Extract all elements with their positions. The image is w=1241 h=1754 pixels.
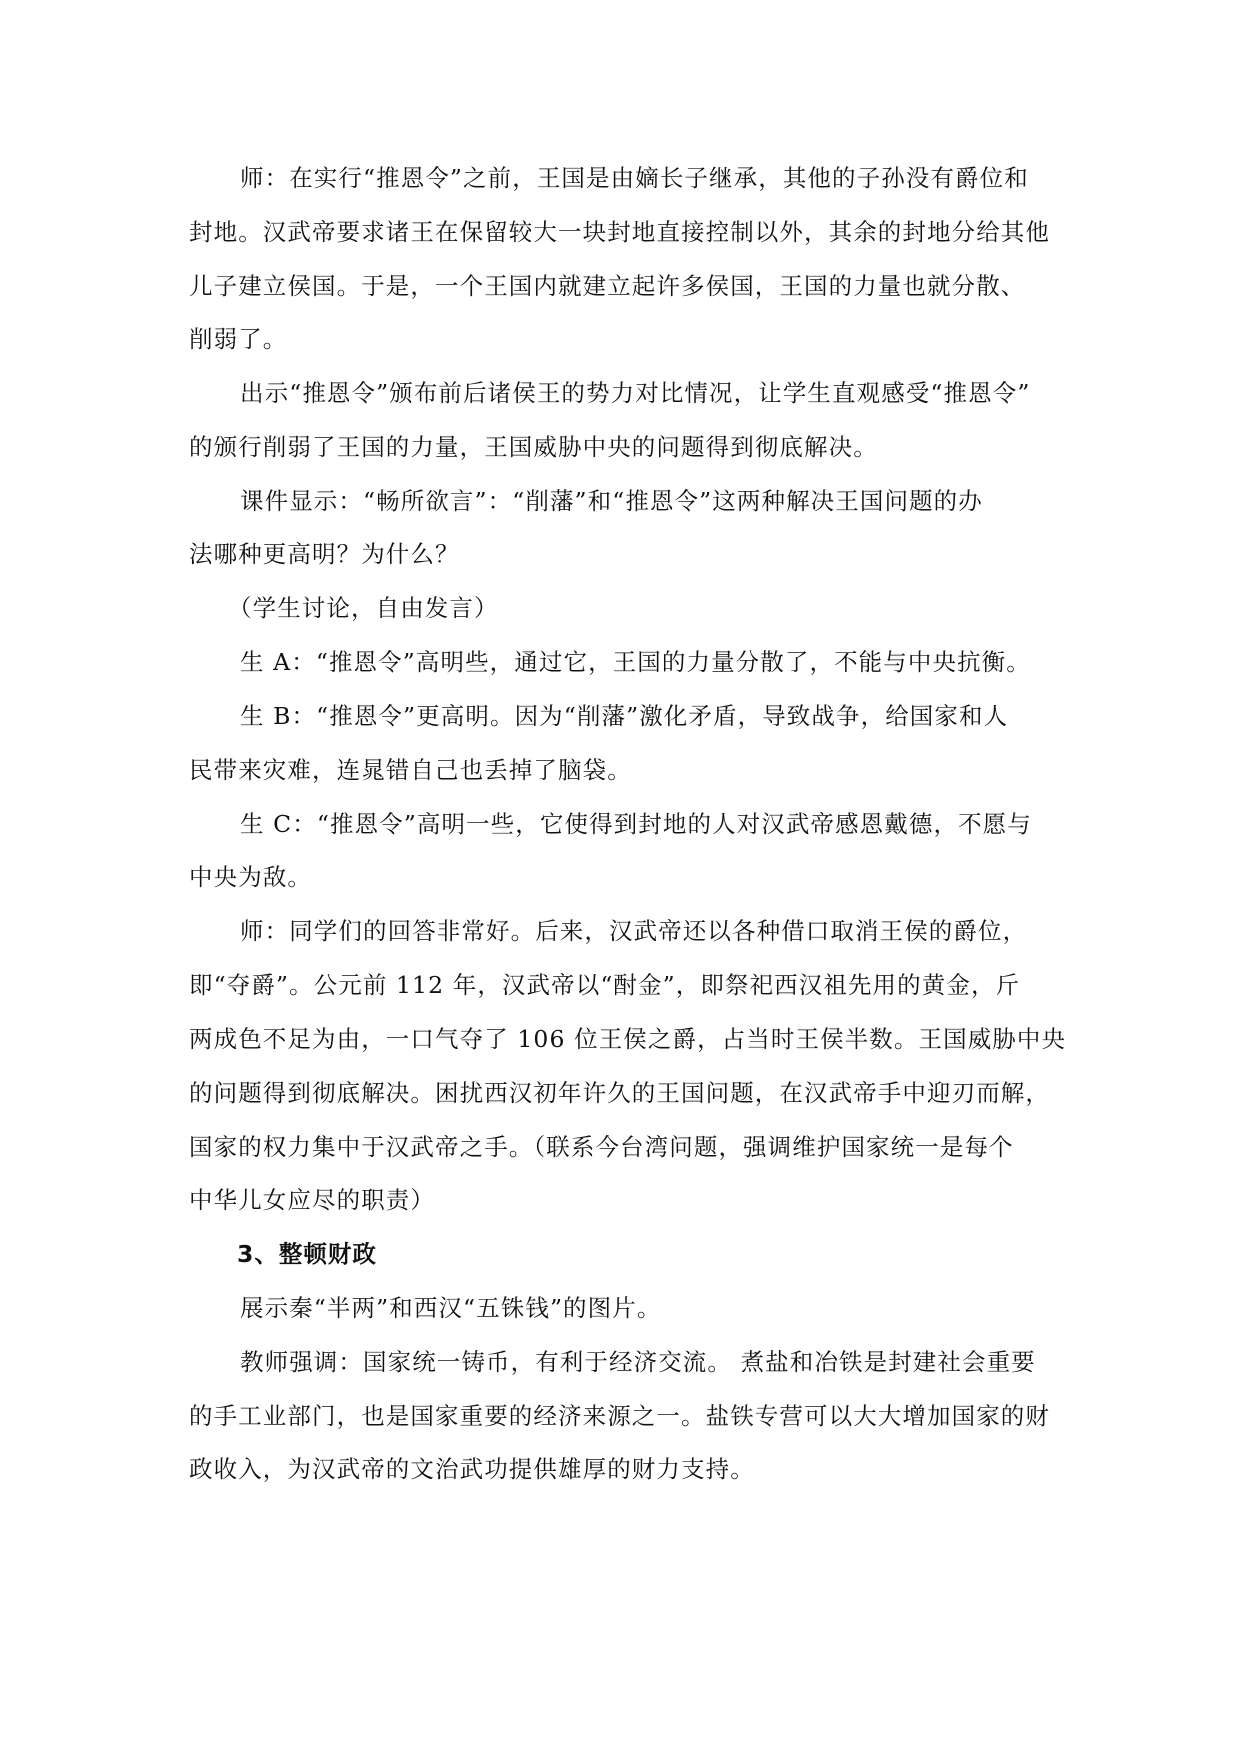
paragraph-line: 即“夺爵”。公元前 112 年，汉武帝以“酎金”，即祭祀西汉祖先用的黄金，斤 [189,971,1021,999]
paragraph-line: 的问题得到彻底解决。困扰西汉初年许久的王国问题，在汉武帝手中迎刃而解， [189,1079,1050,1107]
paragraph-line: 削弱了。 [189,325,288,353]
paragraph-line: 出示“推恩令”颁布前后诸侯王的势力对比情况，让学生直观感受“推恩令” [240,379,1031,407]
paragraph-line: 儿子建立侯国。于是，一个王国内就建立起许多侯国，王国的力量也就分散、 [189,272,1026,300]
paragraph-line: 课件显示：“畅所欲言”：“削藩”和“推恩令”这两种解决王国问题的办 [240,487,983,515]
paragraph-line: 中央为敌。 [189,863,312,891]
paragraph-line: 两成色不足为由，一口气夺了 106 位王侯之爵，占当时王侯半数。王国威胁中央 [189,1025,1067,1053]
paragraph-line: 国家的权力集中于汉武帝之手。（联系今台湾问题，强调维护国家统一是每个 [189,1133,1014,1161]
paragraph-line: 的手工业部门，也是国家重要的经济来源之一。盐铁专营可以大大增加国家的财 [189,1402,1050,1430]
paragraph-line: 展示秦“半两”和西汉“五铢钱”的图片。 [240,1294,662,1322]
paragraph-line: 教师强调：国家统一铸币，有利于经济交流。 煮盐和冶铁是封建社会重要 [240,1348,1036,1376]
paragraph-line: 师：同学们的回答非常好。后来，汉武帝还以各种借口取消王侯的爵位， [240,917,1028,945]
paragraph-line: 生 A：“推恩令”高明些，通过它，王国的力量分散了，不能与中央抗衡。 [240,648,1031,676]
paragraph-line: 政收入，为汉武帝的文治武功提供雄厚的财力支持。 [189,1455,755,1483]
paragraph-line: 法哪种更高明？为什么？ [189,540,460,568]
section-heading: 3、整顿财政 [237,1240,377,1268]
paragraph-line: （学生讨论，自由发言） [228,594,499,622]
paragraph-line: 的颁行削弱了王国的力量，王国威胁中央的问题得到彻底解决。 [189,433,878,461]
paragraph-line: 中华儿女应尽的职责） [189,1186,435,1214]
paragraph-line: 师：在实行“推恩令”之前，王国是由嫡长子继承，其他的子孙没有爵位和 [240,164,1029,192]
paragraph-line: 民带来灾难，连晁错自己也丢掉了脑袋。 [189,756,632,784]
paragraph-line: 生 C：“推恩令”高明一些，它使得到封地的人对汉武帝感恩戴德，不愿与 [240,810,1032,838]
paragraph-line: 封地。汉武帝要求诸王在保留较大一块封地直接控制以外，其余的封地分给其他 [189,218,1050,246]
paragraph-line: 生 B：“推恩令”更高明。因为“削藩”激化矛盾，导致战争，给国家和人 [240,702,1009,730]
